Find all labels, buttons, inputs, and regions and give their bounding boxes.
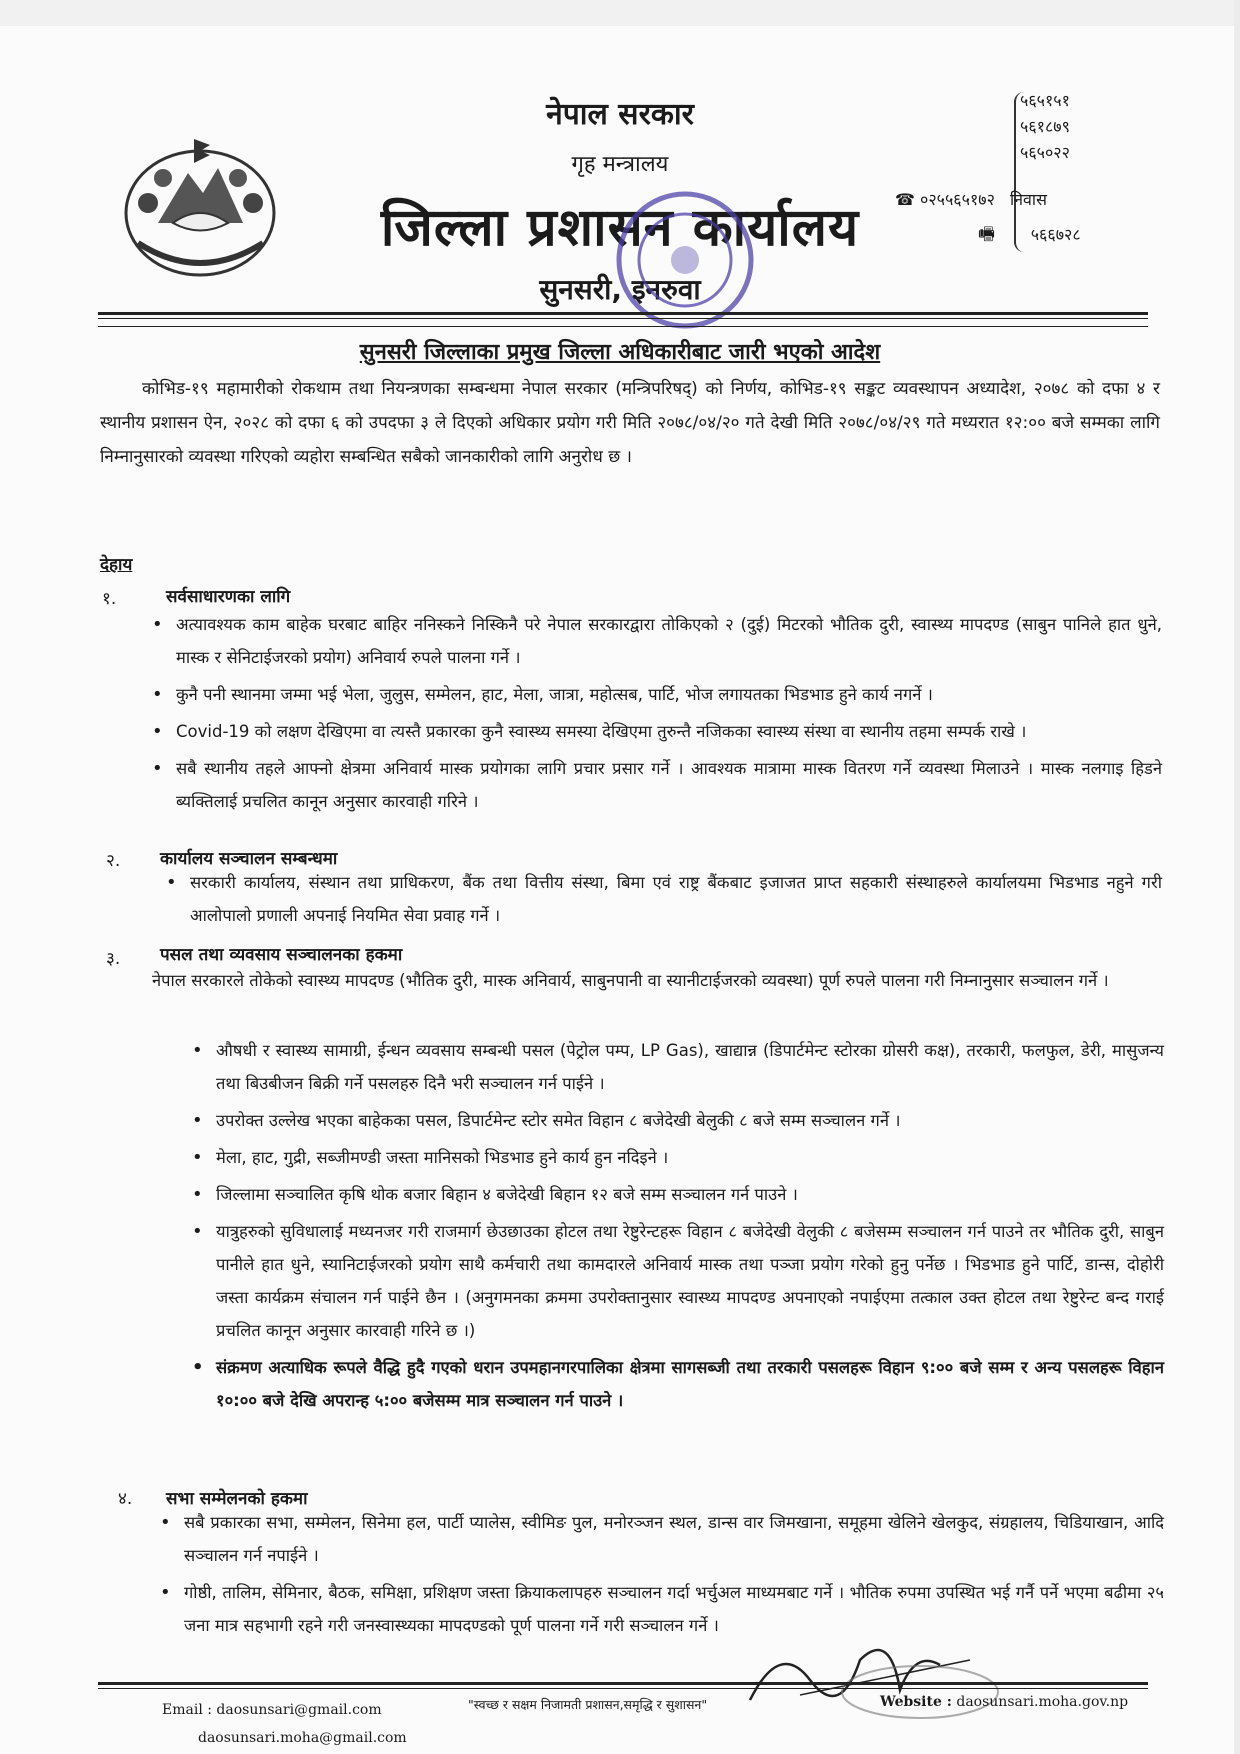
list-item: • अत्यावश्यक काम बाहेक घरबाट बाहिर ननिस्कने निस्किनै परे नेपाल सरकारद्वारा तोकिएको २ (दुई) मिटरको भौतिक दुरी, स्वास्थ्य मापदण्ड (साबुन पानिले हात धुने, मास्क र सेनिटाईजरको प्रयोग) अनिवार्य रुपले पालना गर्ने । xyxy=(152,614,1162,667)
footer-email xyxy=(162,1702,382,1718)
website-link[interactable]: daosunsari.moha.gov.np xyxy=(956,1694,1129,1710)
residence-phone xyxy=(895,188,1047,210)
list-item: • उपरोक्त उल्लेख भएका बाहेकका पसल, डिपार्टमेन्ट स्टोर समेत विहान ८ बजेदेखी बेलुकी ८ बजे सम्म सञ्चालन गर्ने । xyxy=(192,1110,901,1131)
section-title: कार्यालय सञ्चालन सम्बन्धमा xyxy=(160,849,338,869)
section-title: पसल तथा व्यवसाय सञ्चालनका हकमा xyxy=(160,945,403,965)
phone-numbers xyxy=(1020,88,1130,166)
list-item: • सबै प्रकारका सभा, सम्मेलन, सिनेमा हल, पार्टी प्यालेस, स्वीमिङ पुल, मनोरञ्जन स्थल, डान्स वार जिमखाना, समूहमा खेलिने खेलकुद, संग्रहालय, चिडियाखान, आदि सञ्चालन गर्न नपाईने । xyxy=(160,1512,1164,1565)
phone-number: ५६५०२२ xyxy=(1020,143,1070,162)
ministry-name: गृह मन्त्रालय xyxy=(571,152,669,177)
section-3-list xyxy=(192,1034,1164,1421)
list-item: • जिल्लामा सञ्चालित कृषि थोक बजार बिहान ४ बजेदेखी बिहान १२ बजे सम्म सञ्चालन गर्न पाउने । xyxy=(192,1184,798,1205)
list-item: • सबै स्थानीय तहले आफ्नो क्षेत्रमा अनिवार्य मास्क प्रयोगका लागि प्रचार प्रसार गर्ने । आवश्यक मात्रामा मास्क वितरण गर्ने व्यवस्था मिलाउने । मास्क नलगाइ हिडने ब्यक्तिलाई प्रचलित कानून अनुसार कारवाही गरिने । xyxy=(152,758,1162,811)
header-divider xyxy=(98,312,1148,315)
list-item: • औषधी र स्वास्थ्य सामाग्री, ईन्धन व्यवसाय सम्बन्धी पसल (पेट्रोल पम्प, LP Gas), खाद्यान्न (डिपार्टमेन्ट स्टोरका ग्रोसरी कक्ष), तरकारी, फलफुल, डेरी, मासुजन्य तथा बिउबीजन बिक्री गर्ने पसलहरु दिनै भरी सञ्चालन गर्न पाईने । xyxy=(192,1040,1164,1093)
section-number: २. xyxy=(106,851,121,871)
list-item: • कुनै पनी स्थानमा जम्मा भई भेला, जुलुस, सम्मेलन, हाट, मेला, जात्रा, महोत्सब, पार्टि, भोज लगायतका भिडभाड हुने कार्य नगर्ने । xyxy=(152,684,933,705)
order-heading: सुनसरी जिल्लाका प्रमुख जिल्ला अधिकारीबाट जारी भएको आदेश xyxy=(359,340,881,365)
section-2-list xyxy=(166,866,1162,936)
website-label: Website : xyxy=(880,1694,952,1710)
office-name: जिल्ला प्रशासन कार्यालय xyxy=(380,198,860,258)
residence-phone-number: ०२५५६५१७२ xyxy=(920,190,995,209)
phone-number: ५६१८७९ xyxy=(1020,117,1070,136)
telephone-icon: ☎ xyxy=(895,190,915,209)
email-label: Email : xyxy=(162,1702,212,1718)
footer-divider xyxy=(98,1682,1148,1685)
footer-website xyxy=(880,1694,1128,1710)
section-3-paragraph: नेपाल सरकारले तोकेको स्वास्थ्य मापदण्ड (भौतिक दुरी, मास्क अनिवार्य, साबुनपानी वा स्यानीटाईजरको व्यवस्था) पूर्ण रुपले पालना गरी निम्नानुसार सञ्चालन गर्ने । xyxy=(152,971,1109,990)
list-item: • मेला, हाट, गुद्री, सब्जीमण्डी जस्ता मानिसको भिडभाड हुने कार्य हुन नदिइने । xyxy=(192,1147,669,1168)
list-item: • यात्रुहरुको सुविधालाई मध्यनजर गरी राजमार्ग छेउछाउका होटल तथा रेष्टुरेन्टहरू विहान ८ बजेदेखी वेलुकी ८ बजेसम्म सञ्चालन गर्न पाउने तर भौतिक दुरी, साबुन पानीले हात धुने, स्यानिटाईजरको प्रयोग साथै कर्मचारी तथा कामदारले अनिवार्य मास्क तथा पञ्जा प्रयोग गरेको हुनु पर्नेछ । भिडभाड हुने पार्टि, डान्स, दोहोरी जस्ता कार्यक्रम संचालन गर्न पाईने छैन । (अनुगमनका क्रममा उपरोक्तानुसार स्वास्थ्य मापदण्ड अपनाएको नपाईएमा तत्काल उक्त होटल तथा रेष्टुरेन्ट बन्द गराई प्रचलित कानून अनुसार कारवाही गरिने छ ।) xyxy=(192,1221,1164,1340)
residence-label: निवास xyxy=(1010,190,1047,209)
section-title: सभा सम्मेलनको हकमा xyxy=(166,1489,308,1509)
fax-row xyxy=(978,222,1081,252)
list-item: • सरकारी कार्यालय, संस्थान तथा प्राधिकरण, बैंक तथा वित्तीय संस्था, बिमा एवं राष्ट्र बैंकबाट इजाजत प्राप्त सहकारी संस्थाहरुले कार्यालयमा भिडभाड नहुने गरी आलोपालो प्रणाली अपनाई नियमित सेवा प्रवाह गर्ने । xyxy=(166,872,1162,925)
section-number: १. xyxy=(102,589,117,609)
footer-divider xyxy=(98,1688,1148,1689)
section-4-list xyxy=(160,1506,1164,1646)
scan-edge xyxy=(0,0,1240,26)
email-link[interactable]: daosunsari.moha@gmail.com xyxy=(198,1730,407,1746)
fax-number: ५६६७२८ xyxy=(1030,225,1081,244)
office-location: सुनसरी, इनरुवा xyxy=(539,273,701,306)
footer-motto: "स्वच्छ र सक्षम निजामती प्रशासन,समृद्धि र सुशासन" xyxy=(468,1697,708,1712)
section-title: सर्वसाधारणका लागि xyxy=(166,587,291,607)
scan-edge xyxy=(1234,0,1240,1754)
section-number: ४. xyxy=(118,1489,133,1509)
section-1-list xyxy=(152,608,1162,822)
email-link[interactable]: daosunsari@gmail.com xyxy=(216,1702,382,1718)
government-title: नेपाल सरकार xyxy=(546,97,694,132)
list-item: • गोष्ठी, तालिम, सेमिनार, बैठक, समिक्षा, प्रशिक्षण जस्ता क्रियाकलापहरु सञ्चालन गर्दा भर्चुअल माध्यमबाट गर्ने । भौतिक रुपमा उपस्थित भई गर्नै पर्ने भएमा बढीमा २५ जना मात्र सहभागी रहने गरी जनस्वास्थ्यका मापदण्डको पूर्ण पालना गर्ने गरी सञ्चालन गर्ने । xyxy=(160,1582,1164,1635)
fax-icon: 🖷 xyxy=(978,224,995,245)
list-item: • Covid-19 को लक्षण देखिएमा वा त्यस्तै प्रकारका कुनै स्वास्थ्य समस्या देखिएमा तुरुन्तै नजिकका स्वास्थ्य संस्था वा स्थानीय तहमा सम्पर्क राखे । xyxy=(152,721,1027,742)
header-divider xyxy=(98,326,1148,327)
phone-number: ५६५१५१ xyxy=(1020,91,1070,110)
section-number: ३. xyxy=(106,949,121,969)
intro-paragraph: कोभिड-१९ महामारीको रोकथाम तथा नियन्त्रणका सम्बन्धमा नेपाल सरकार (मन्त्रिपरिषद्) को निर्णय, कोभिड-१९ सङ्कट व्यवस्थापन अध्यादेश, २०७८ को दफा ४ र स्थानीय प्रशासन ऐन, २०२८ को दफा ६ को उपदफा ३ ले दिएको अधिकार प्रयोग गरी मिति २०७८/०४/२० गते देखी मिति २०७८/०४/२९ गते मध्यरात १२:०० बजे सम्मका लागि निम्नानुसारको व्यवस्था गरिएको व्यहोरा सम्बन्धित सबैको जानकारीको लागि अनुरोध छ । xyxy=(100,379,1160,467)
header-divider xyxy=(98,318,1148,319)
list-item: • संक्रमण अत्याधिक रूपले वैद्धि हुदै गएको धरान उपमहानगरपालिका क्षेत्रमा सागसब्जी तथा तरकारी पसलहरू विहान ९:०० बजे सम्म र अन्य पसलहरू विहान १०:०० बजे देखि अपरान्ह ५:०० बजेसम्म मात्र सञ्चालन गर्न पाउने । xyxy=(192,1357,1164,1410)
dehaya-label: देहाय xyxy=(100,555,133,575)
